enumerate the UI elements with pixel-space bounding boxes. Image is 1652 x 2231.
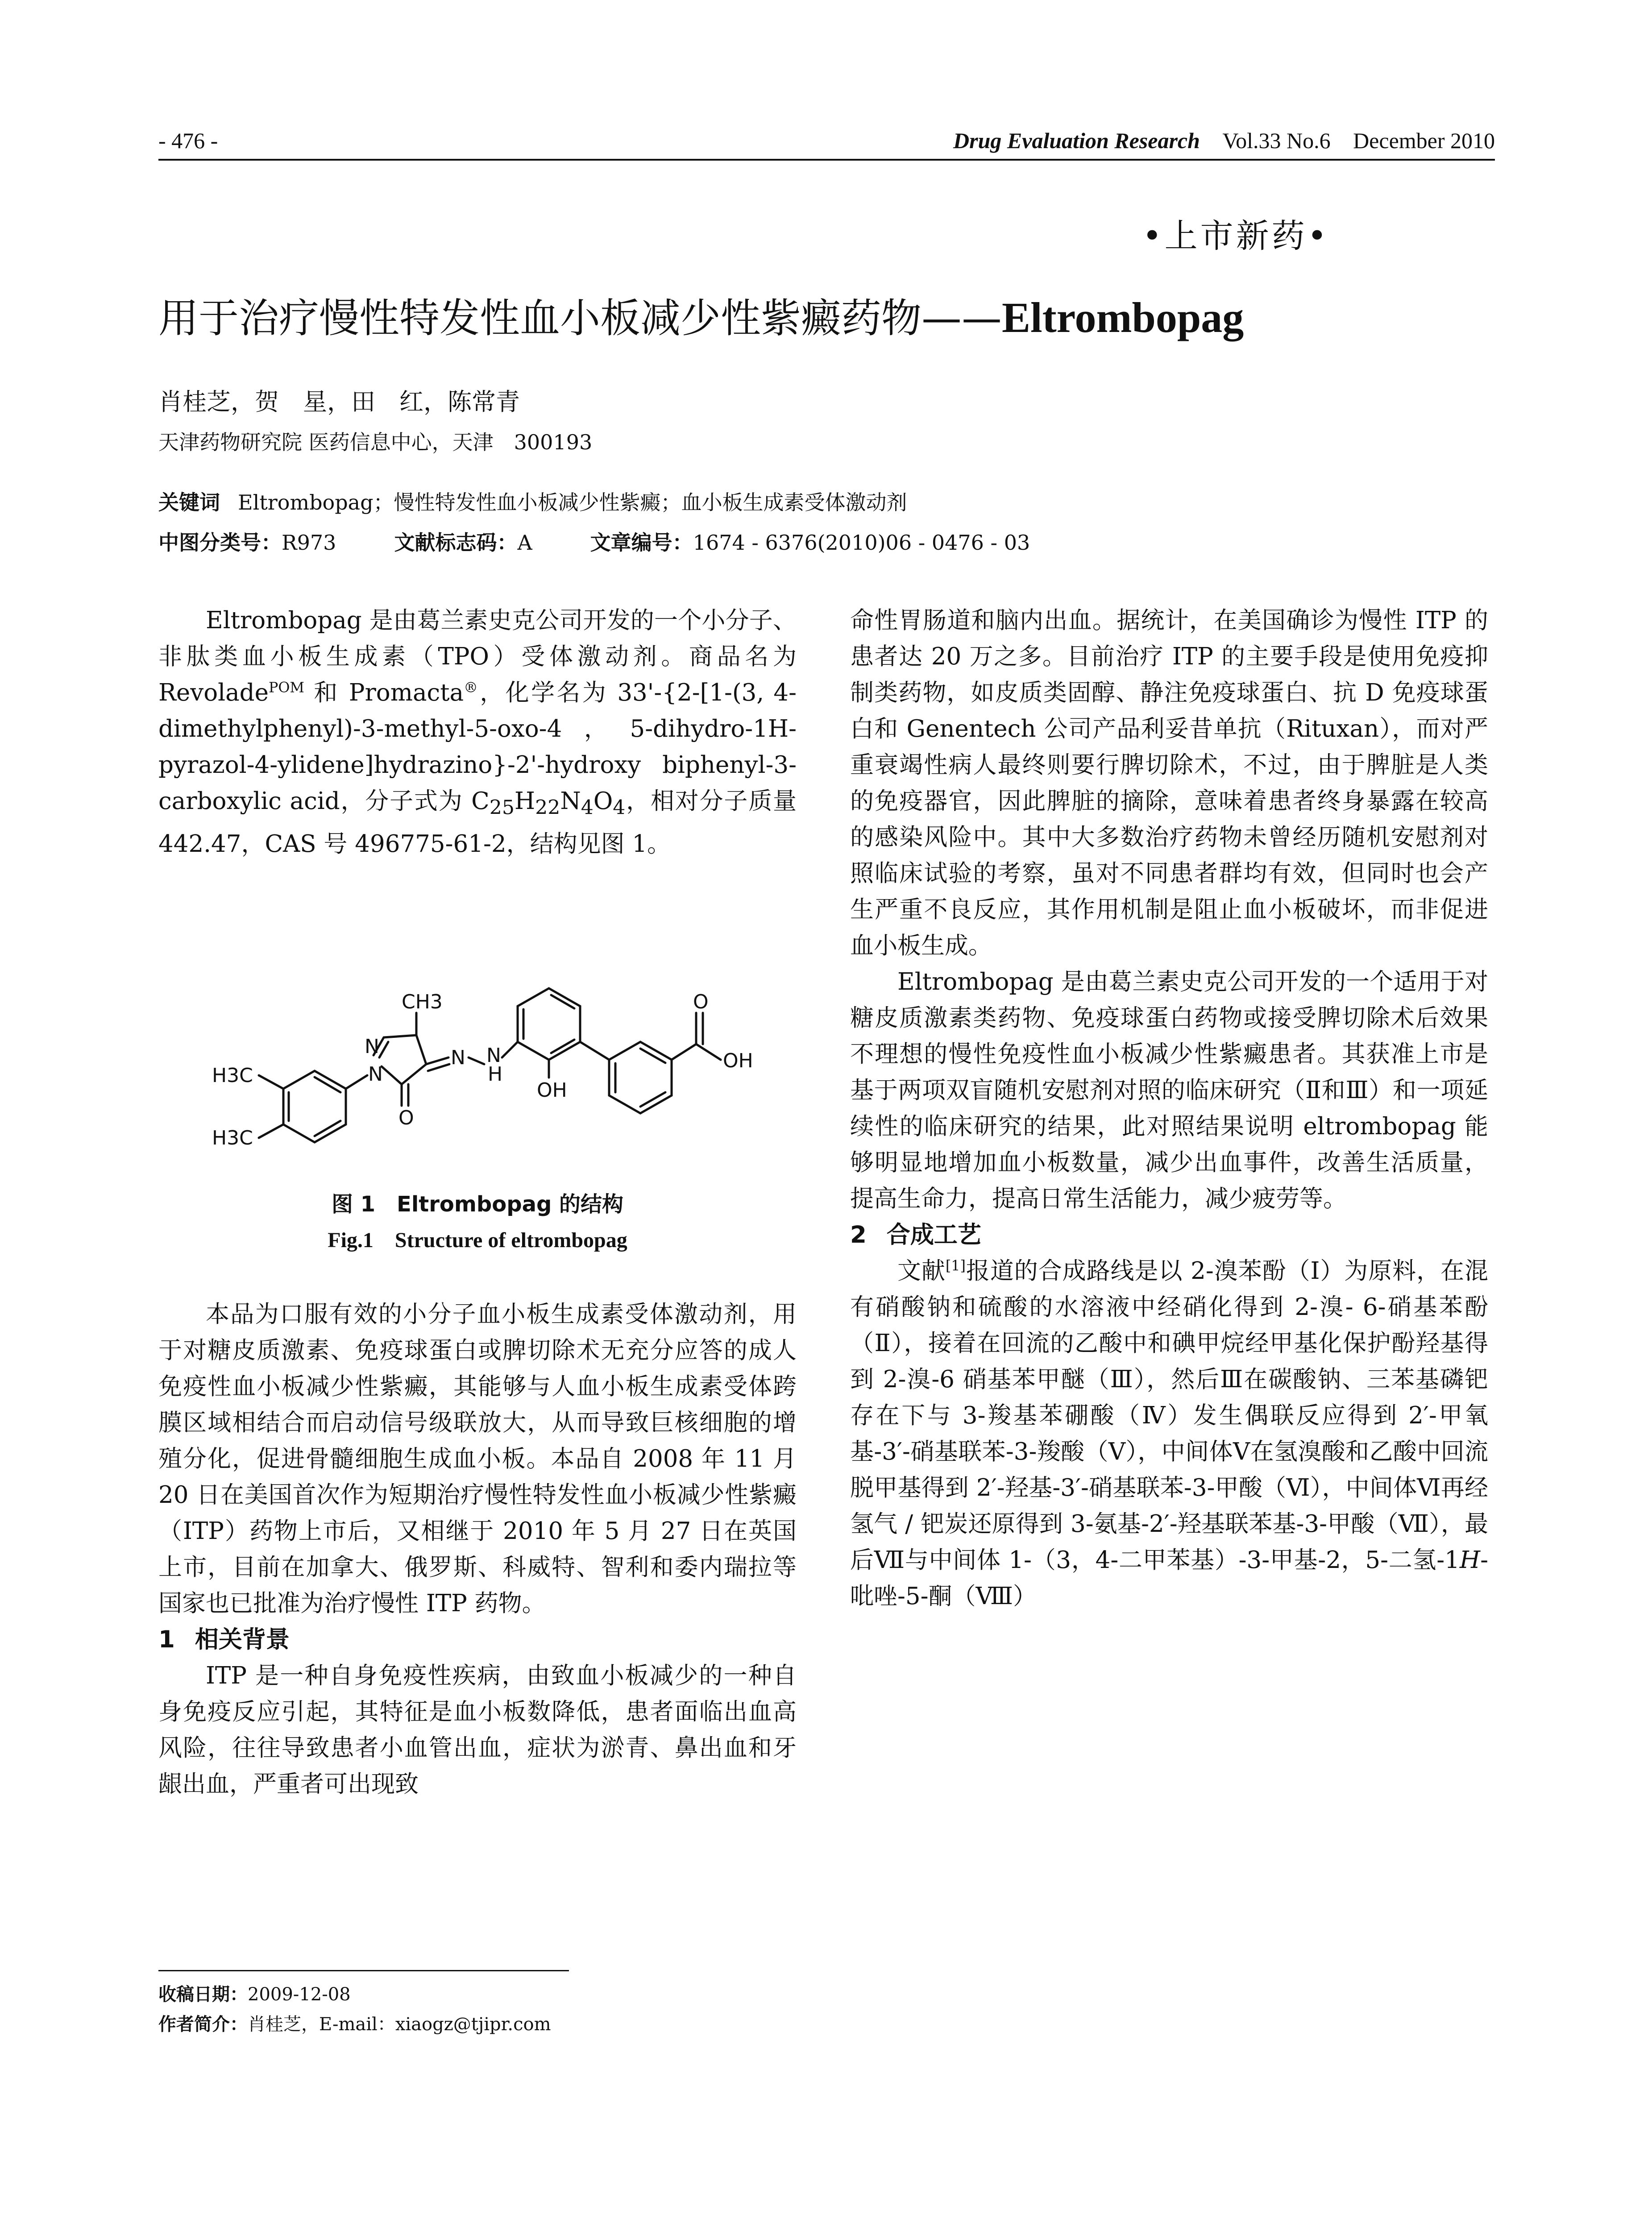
clc-value: R973 <box>282 531 336 555</box>
keywords-text: Eltrombopag；慢性特发性血小板减少性紫癜；血小板生成素受体激动剂 <box>238 490 907 514</box>
section-number: 1 <box>158 1626 175 1653</box>
clc-code <box>158 527 336 556</box>
oh-label: OH <box>537 1079 567 1102</box>
section-heading-2 <box>850 1217 1488 1253</box>
article-title <box>158 286 1497 344</box>
article-label: 文章编号： <box>590 531 693 555</box>
journal-info <box>953 128 1495 153</box>
reference-marker: [1] <box>945 1257 966 1274</box>
footnote-label: 收稿日期： <box>158 1984 248 2005</box>
section-title: 相关背景 <box>195 1626 290 1653</box>
ch3-label: CH3 <box>402 991 443 1013</box>
left-column-bottom <box>158 1296 797 1802</box>
keywords <box>158 486 907 516</box>
footnote-received <box>158 1980 351 2006</box>
journal-volume: Vol.33 No.6 <box>1222 128 1331 153</box>
footnote-value: 2009-12-08 <box>248 1984 351 2005</box>
title-en: Eltrombopag <box>1002 294 1244 341</box>
text-run: O <box>593 788 613 815</box>
subscript: 22 <box>535 796 560 819</box>
text-run: 文献 <box>897 1257 946 1285</box>
paragraph-synthesis <box>850 1253 1488 1614</box>
section-number: 2 <box>850 1221 867 1248</box>
article-number <box>590 527 1030 556</box>
text-run: Eltrombopag 是由葛兰素史克公司开发的一个小分子、非肽类血小板生成素（TPO）受体激动剂。商品名为 Revolade <box>158 607 797 706</box>
article-value: 1674 - 6376(2010)06 - 0476 - 03 <box>693 531 1030 555</box>
subscript: 25 <box>489 796 515 819</box>
affiliation: 天津药物研究院 医药信息中心，天津 300193 <box>158 430 593 454</box>
o-label: O <box>693 991 709 1013</box>
text-run: -吡唑-5-酮（Ⅷ） <box>850 1547 1488 1610</box>
left-column-top <box>158 602 797 862</box>
phenyl-ring-bond <box>283 1071 346 1142</box>
oh-label: OH <box>723 1049 753 1072</box>
section-heading-1 <box>158 1621 797 1658</box>
footnote-value: 肖桂芝，E-mail：xiaogz@tjipr.com <box>248 2014 551 2035</box>
text-run: ，化学名为 33'-{2-[1-(3, 4-dimethylphenyl)-3-methyl-5-oxo-4，5-dihydro-1H-pyrazol-4-ylidene]hydrazino}-2'-hydroxy biphenyl-3-carboxylic acid，分子式为 C <box>158 679 797 815</box>
text-run: H <box>1459 1547 1481 1574</box>
structure-figure <box>158 964 797 1178</box>
footnote-divider <box>158 1970 569 1971</box>
footnote-author <box>158 2010 551 2036</box>
page-number: - 476 - <box>158 128 218 153</box>
doc-label: 文献标志码： <box>394 531 518 555</box>
n-label: N <box>365 1035 379 1058</box>
h3c-label-2: H3C <box>212 1127 253 1149</box>
superscript: POM <box>268 679 304 696</box>
keywords-label: 关键词 <box>158 490 220 514</box>
title-cn: 用于治疗慢性特发性血小板减少性紫癜药物—— <box>158 295 1002 342</box>
paragraph-indication: 本品为口服有效的小分子血小板生成素受体激动剂，用于对糖皮质激素、免疫球蛋白或脾切除术无充分应答的成人免疫性血小板减少性紫癜，其能够与人血小板生成素受体跨膜区域相结合而启动信号级联放大，从而导致巨核细胞的增殖分化，促进骨髓细胞生成血小板。本品自 2008 年 11 月 20 日在美国首次作为短期治疗慢性特发性血小板减少性紫癜（ITP）药物上市后，又相继于 2010 年 5 月 27 日在英国上市，目前在加拿大、俄罗斯、科威特、智利和委内瑞拉等国家也已批准为治疗慢性 ITP 药物。 <box>158 1301 797 1617</box>
clc-label: 中图分类号： <box>158 531 282 555</box>
subscript: 4 <box>613 796 626 819</box>
doc-value: A <box>517 531 532 555</box>
superscript: ® <box>464 679 478 696</box>
doc-code <box>394 527 532 556</box>
running-header <box>158 120 1495 161</box>
benzoic-ring-bond <box>609 1042 672 1113</box>
journal-date: December 2010 <box>1353 128 1495 153</box>
paragraph-itp: ITP 是一种自身免疫性疾病，由致血小板减少的一种自身免疫反应引起，其特征是血小板数降低，患者面临出血高风险，往往导致患者小血管出血，症状为淤青、鼻出血和牙龈出血，严重者可出现致 <box>158 1662 797 1798</box>
o-label: O <box>398 1107 414 1129</box>
paragraph-intro <box>158 602 797 862</box>
text-run: H <box>514 788 535 815</box>
classification-line <box>158 527 1088 556</box>
h-label: H <box>488 1063 503 1086</box>
text-run: N <box>560 788 581 815</box>
paragraph-continued: 命性胃肠道和脑内出血。据统计，在美国确诊为慢性 ITP 的患者达 20 万之多。目前治疗 ITP 的主要手段是使用免疫抑制类药物，如皮质类固醇、静注免疫球蛋白、抗 D 免疫球蛋白和 Genentech 公司产品利妥昔单抗（Rituxan），而对严重衰竭性病人最终则要行脾切除术，不过，由于脾脏是人类的免疫器官，因此脾脏的摘除，意味着患者终身暴露在较高的感染风险中。其中大多数治疗药物未曾经历随机安慰剂对照临床试验的考察，虽对不同患者群均有效，但同时也会产生严重不良反应，其作用机制是阻止血小板破坏，而非促进血小板生成。 <box>850 607 1488 959</box>
footnote-label: 作者简介： <box>158 2014 248 2035</box>
phenol-ring-bond <box>518 988 580 1060</box>
journal-name: Drug Evaluation Research <box>953 128 1200 153</box>
right-column <box>850 602 1488 1614</box>
paragraph-approval: Eltrombopag 是由葛兰素史克公司开发的一个适用于对糖皮质激素类药物、免疫球蛋白药物或接受脾切除术后效果不理想的慢性免疫性血小板减少性紫癜患者。其获准上市是基于两项双盲随机安慰剂对照的临床研究（Ⅱ和Ⅲ）和一项延续性的临床研究的结果，此对照结果说明 eltrombopag 能够明显地增加血小板数量，减少出血事件，改善生活质量，提高生命力，提高日常生活能力，减少疲劳等。 <box>850 968 1488 1212</box>
n-label: N <box>368 1063 383 1086</box>
authors: 肖桂芝，贺 星，田 红，陈常青 <box>158 388 520 416</box>
text-run: 和 Promacta <box>304 679 464 706</box>
n-label: N <box>486 1044 501 1067</box>
subscript: 4 <box>581 796 594 819</box>
text-run: ，相对分子质量 442.47，CAS 号 496775-61-2，结构见图 1。 <box>158 788 797 858</box>
text-run: 报道的合成路线是以 2-溴苯酚（Ⅰ）为原料，在混有硝酸钠和硫酸的水溶液中经硝化得到 2-溴- 6-硝基苯酚（Ⅱ），接着在回流的乙酸中和碘甲烷经甲基化保护酚羟基得到 2-溴-6 硝基苯甲醚（Ⅲ），然后Ⅲ在碳酸钠、三苯基磷钯存在下与 3-羧基苯硼酸（Ⅳ）发生偶联反应得到 2′-甲氧基-3′-硝基联苯-3-羧酸（Ⅴ），中间体Ⅴ在氢溴酸和乙酸中回流脱甲基得到 2′-羟基-3′-硝基联苯-3-甲酸（Ⅵ），中间体Ⅵ再经氢气 / 钯炭还原得到 3-氨基-2′-羟基联苯基-3-甲酸（Ⅶ），最后Ⅶ与中间体 1-（3，4-二甲苯基）-3-甲基-2，5-二氢-1 <box>850 1257 1488 1574</box>
figure-caption-en: Fig.1 Structure of eltrombopag <box>328 1228 627 1252</box>
section-label: •上市新药• <box>1142 217 1330 255</box>
section-title: 合成工艺 <box>886 1221 981 1248</box>
n-label: N <box>451 1046 465 1069</box>
h3c-label-1: H3C <box>212 1064 253 1087</box>
figure-caption-cn: 图 1 Eltrombopag 的结构 <box>331 1192 624 1217</box>
